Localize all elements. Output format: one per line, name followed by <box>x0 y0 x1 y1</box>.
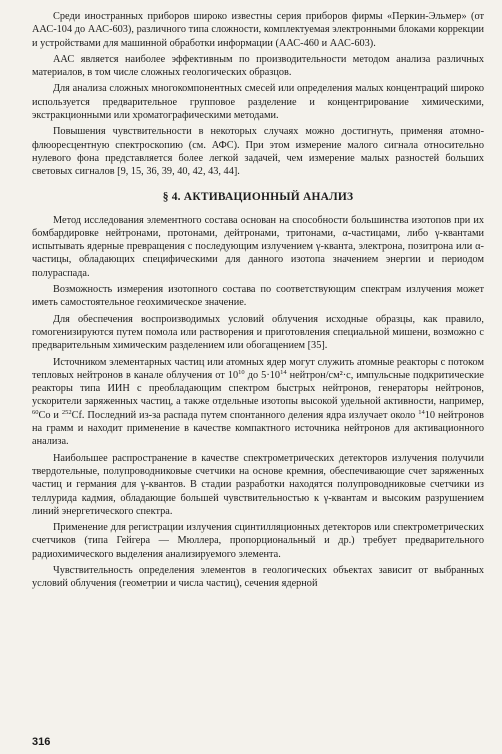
paragraph-method-basis: Метод исследования элементного состава основан на способности большинства изотопов при их бомбардировке нейтронами, протонами, дейтронами, тритонами, α-частицами, либо γ-квантами испытывать ядерные превращения с последующим излучением γ-кванта, электрона, позитрона или α-частицы, обладающих специфическими для данного изотопа значением энергии и периодом полураспада. <box>32 214 484 279</box>
paragraph-detectors: Наибольшее распространение в качестве спектрометрических детекторов излучения получили твердотельные, полупроводниковые счетчики на основе кремния, обеспечивающие счет заряженных частиц и германия для γ-квантов. В стадии разработки находятся полупроводниковые счетчики из теллурида кадмия, обладающие большей чувствительностью к γ-квантам и высоким разрушением линий энергетического спектра. <box>32 452 484 517</box>
page-number: 316 <box>32 736 51 748</box>
paragraph-sensitivity-afs: Повышения чувствительности в некоторых случаях можно достигнуть, применяя атомно-флюоресцентную спектроскопию (см. АФС). При этом измерение малого сигнала относительно нулевого фона представляется более легкой задачей, чем измерение малых разностей больших световых сигналов [9, 15, 36, 39, 40, 42, 43, 44]. <box>32 126 484 178</box>
document-page <box>32 10 484 750</box>
particle-sources-text-d: Co и <box>38 409 62 421</box>
exponent-14: 14 <box>280 368 287 376</box>
particle-sources-text-a: Источником элементарных частиц или атомных ядер могут служить атомные реакторы с потоком тепловых нейтронов в канале облучения от 10 <box>32 356 484 381</box>
paragraph-particle-sources <box>32 356 484 449</box>
particle-sources-text-c: нейтрон/см²·с, импульсные подкритические реакторы типа ИИН с преобладающим спектром быстрых нейтронов, генераторы нейтронов, ускорители заряженных частиц, а также отдельные изотопы высокой удельной активности, например, <box>32 369 484 408</box>
paragraph-instruments: Среди иностранных приборов широко известны серия приборов фирмы «Перкин-Эльмер» (от ААС-104 до ААС-603), различного типа сложности, комплектуемая электронными блоками коррекции и устройствами для машинной обработки информации (ААС-460 и ААС-603). <box>32 11 484 49</box>
paragraph-sensitivity-conditions: Чувствительность определения элементов в геологических объектах зависит от выбранных условий облучения (геометрии и числа частиц), сечения ядерной <box>32 564 484 590</box>
paragraph-scintillation: Применение для регистрации излучения сцинтилляционных детекторов или спектрометрических счетчиков (типа Гейгера — Мюллера, пропорциональный и др.) требует предварительного радиохимического выделения анализируемого элемента. <box>32 522 484 560</box>
particle-sources-text-f: 10 нейтронов на грамм и находит применение в качестве компактного источника нейтронов для активационного анализа. <box>32 409 484 448</box>
paragraph-complex-mixtures: Для анализа сложных многокомпонентных смесей или определения малых концентраций широко используется предварительное групповое разделение и концентрирование химическими, экстракционными или хроматографическими методами. <box>32 83 484 122</box>
mass-number-252: 252 <box>61 408 72 416</box>
exponent-10: 10 <box>238 368 245 376</box>
section-heading: § 4. АКТИВАЦИОННЫЙ АНАЛИЗ <box>162 190 354 203</box>
particle-sources-text-e: Cf. Последний из-за распада путем спонтанного деления ядра излучает около <box>71 409 419 421</box>
particle-sources-text-b: до 5·10 <box>244 369 281 381</box>
paragraph-aas-efficiency: ААС является наиболее эффективным по производительности методом анализа различных материалов, в том числе сложных геологических образцов. <box>32 53 484 79</box>
superscript-14: 14 <box>418 408 425 416</box>
mass-number-60: 60 <box>32 408 39 416</box>
paragraph-sample-preparation: Для обеспечения воспроизводимых условий облучения исходные образцы, как правило, гомогенизируются путем помола или растворения и приготовления специальной мишени, возможно с предварительным химическим разделением или обогащением [35]. <box>32 313 484 352</box>
paragraph-isotope-measurement: Возможность измерения изотопного состава по соответствующим спектрам излучения может иметь самостоятельное геохимическое значение. <box>32 284 484 309</box>
